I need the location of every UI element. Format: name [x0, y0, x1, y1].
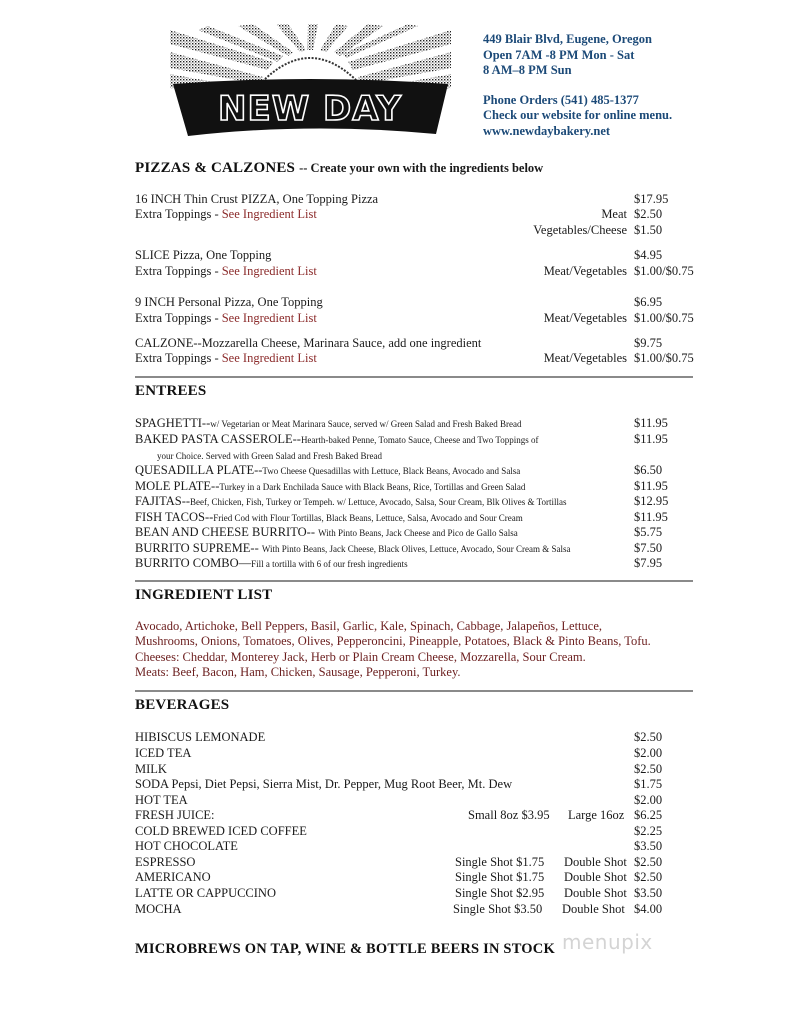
beverage-price: $3.50 [634, 886, 663, 900]
beverage-name: ICED TEA [135, 746, 192, 760]
beverage-name: HOT TEA [135, 793, 188, 807]
entree-name: FISH TACOS-- [135, 510, 214, 524]
entree-name: BEAN AND CHEESE BURRITO-- [135, 525, 319, 539]
entree-name: BURRITO COMBO— [135, 556, 252, 570]
entree-price: $11.95 [634, 510, 668, 524]
section-subtitle: -- Create your own with the ingredients below [299, 161, 544, 175]
extra-toppings-line [135, 264, 317, 280]
section-divider [135, 690, 693, 692]
menu-item-name: 9 INCH Personal Pizza, One Topping [135, 295, 323, 309]
entree-price: $5.75 [634, 525, 663, 539]
extra-toppings-label: Extra Toppings - [135, 351, 222, 365]
section-title: PIZZAS & CALZONES [135, 160, 296, 176]
see-ingredient-list-link[interactable]: See Ingredient List [221, 207, 317, 221]
extra-toppings-line [135, 311, 317, 327]
hours-weekday: Open 7AM -8 PM Mon - Sat [483, 47, 635, 62]
option-label: Meat [601, 207, 627, 221]
entree-desc: Hearth-baked Penne, Tomato Sauce, Cheese and Two Toppings of [300, 435, 539, 445]
entree-name: BAKED PASTA CASSEROLE-- [135, 432, 301, 446]
menu-item-price: $17.95 [634, 192, 669, 206]
see-ingredient-list-link[interactable]: See Ingredient List [221, 311, 317, 325]
entree-name: FAJITAS-- [135, 494, 191, 508]
beverage-small-option: Small 8oz $3.95 [468, 808, 550, 822]
ingredient-line-cheeses: Cheeses: Cheddar, Monterey Jack, Herb or Plain Cream Cheese, Mozzarella, Sour Cream. [135, 650, 586, 664]
beverage-name: AMERICANO [135, 870, 211, 884]
entree-desc: Fill a tortilla with 6 of our fresh ingredients [251, 559, 408, 569]
entree-name: MOLE PLATE-- [135, 479, 220, 493]
entree-name: BURRITO SUPREME-- [135, 541, 262, 555]
beverage-name: HOT CHOCOLATE [135, 839, 238, 853]
entree-price: $11.95 [634, 479, 668, 493]
option-label: Meat/Vegetables [543, 264, 627, 278]
beverage-price: $1.75 [634, 777, 663, 791]
pizzas-section-heading [135, 159, 543, 177]
option-label: Meat/Vegetables [543, 311, 627, 325]
beverage-price: $2.50 [634, 855, 663, 869]
beverage-price: $2.25 [634, 824, 663, 838]
microbrews-note: MICROBREWS ON TAP, WINE & BOTTLE BEERS IN STOCK [135, 941, 555, 957]
entree-item [135, 432, 539, 449]
extra-toppings-label: Extra Toppings - [135, 264, 222, 278]
entree-desc-continued: your Choice. Served with Green Salad and Fresh Baked Bread [157, 451, 382, 461]
beverage-large-option: Double Shot [564, 886, 627, 900]
entree-item [135, 494, 566, 511]
entree-price: $11.95 [634, 416, 668, 430]
entree-desc: Beef, Chicken, Fish, Turkey or Tempeh. w/ Lettuce, Avocado, Salsa, Sour Cream, Blk Olives & Tortillas [190, 497, 567, 507]
beverage-name: MOCHA [135, 902, 182, 916]
beverage-name: ESPRESSO [135, 855, 196, 869]
option-label: Meat/Vegetables [543, 351, 627, 365]
extra-toppings-label: Extra Toppings - [135, 207, 222, 221]
menu-item-price: $4.95 [634, 248, 663, 262]
entree-price: $7.95 [634, 556, 663, 570]
entree-desc: w/ Vegetarian or Meat Marinara Sauce, served w/ Green Salad and Fresh Baked Bread [210, 419, 522, 429]
beverage-price: $4.00 [634, 902, 663, 916]
contact-info [483, 32, 672, 139]
sunrise-logo-icon [168, 22, 453, 142]
option-price: $1.00/$0.75 [634, 311, 694, 325]
beverage-small-option: Single Shot $1.75 [455, 870, 545, 884]
website-note: Check our website for online menu. [483, 108, 673, 122]
hours-sunday: 8 AM–8 PM Sun [483, 63, 572, 77]
entree-item [135, 525, 518, 542]
website-link[interactable]: www.newdaybakery.net [483, 123, 611, 138]
beverage-name: HIBISCUS LEMONADE [135, 730, 266, 744]
beverage-large-option: Large 16oz [568, 808, 625, 822]
beverage-price: $2.50 [634, 730, 663, 744]
menu-item-name: 16 INCH Thin Crust PIZZA, One Topping Pizza [135, 192, 379, 206]
extra-toppings-line [135, 351, 317, 367]
beverage-small-option: Single Shot $2.95 [455, 886, 545, 900]
extra-toppings-line [135, 207, 317, 223]
entree-price: $7.50 [634, 541, 663, 555]
entree-desc: Two Cheese Quesadillas with Lettuce, Black Beans, Avocado and Salsa [262, 466, 521, 476]
beverage-name: FRESH JUICE: [135, 808, 215, 822]
entree-item [135, 416, 521, 433]
entree-item [135, 556, 408, 573]
entree-price: $12.95 [634, 494, 669, 508]
see-ingredient-list-link[interactable]: See Ingredient List [221, 351, 317, 365]
beverage-large-option: Double Shot [562, 902, 625, 916]
svg-text:NEW DAY: NEW DAY [218, 89, 402, 129]
section-divider [135, 580, 693, 582]
extra-toppings-label: Extra Toppings - [135, 311, 222, 325]
entree-desc: With Pinto Beans, Jack Cheese and Pico de Gallo Salsa [318, 528, 518, 538]
option-label: Vegetables/Cheese [533, 223, 627, 237]
menu-item-price: $9.75 [634, 336, 663, 350]
ingredient-line-vegetables: Avocado, Artichoke, Bell Peppers, Basil, Garlic, Kale, Spinach, Cabbage, Jalapeños, Lettuce, [135, 619, 602, 633]
beverages-section-title: BEVERAGES [135, 697, 230, 713]
beverage-price: $2.00 [634, 746, 663, 760]
beverage-small-option: Single Shot $1.75 [455, 855, 545, 869]
entree-price: $6.50 [634, 463, 663, 477]
ingredient-line-meats: Meats: Beef, Bacon, Ham, Chicken, Sausage, Pepperoni, Turkey. [135, 665, 461, 679]
option-price: $1.50 [634, 223, 663, 237]
entree-desc: Turkey in a Dark Enchilada Sauce with Black Beans, Rice, Tortillas and Green Salad [219, 482, 526, 492]
option-price: $1.00/$0.75 [634, 351, 694, 365]
option-price: $2.50 [634, 207, 663, 221]
beverage-large-option: Double Shot [564, 870, 627, 884]
see-ingredient-list-link[interactable]: See Ingredient List [221, 264, 317, 278]
beverage-large-option: Double Shot [564, 855, 627, 869]
menu-item-name: CALZONE--Mozzarella Cheese, Marinara Sauce, add one ingredient [135, 336, 482, 350]
beverage-price: $2.00 [634, 793, 663, 807]
entree-price: $11.95 [634, 432, 668, 446]
menu-item-price: $6.95 [634, 295, 663, 309]
entree-name: SPAGHETTI-- [135, 416, 211, 430]
entree-item [135, 463, 520, 480]
option-price: $1.00/$0.75 [634, 264, 694, 278]
beverage-price: $6.25 [634, 808, 663, 822]
beverage-name: SODA Pepsi, Diet Pepsi, Sierra Mist, Dr. Pepper, Mug Root Beer, Mt. Dew [135, 777, 513, 791]
menupix-watermark: menupix [562, 930, 653, 954]
beverage-name: COLD BREWED ICED COFFEE [135, 824, 307, 838]
menu-item-name: SLICE Pizza, One Topping [135, 248, 272, 262]
beverage-name: MILK [135, 762, 167, 776]
beverage-small-option: Single Shot $3.50 [453, 902, 543, 916]
entree-desc: With Pinto Beans, Jack Cheese, Black Olives, Lettuce, Avocado, Sour Cream & Salsa [261, 544, 571, 554]
beverage-name: LATTE OR CAPPUCCINO [135, 886, 276, 900]
ingredient-line-vegetables-2: Mushrooms, Onions, Tomatoes, Olives, Pepperoncini, Pineapple, Potatoes, Black & Pinto Beans, Tofu. [135, 634, 651, 648]
address: 449 Blair Blvd, Eugene, Oregon [483, 32, 653, 46]
phone-orders: Phone Orders (541) 485-1377 [483, 92, 639, 107]
section-divider [135, 376, 693, 378]
entree-name: QUESADILLA PLATE-- [135, 463, 263, 477]
beverage-price: $3.50 [634, 839, 663, 853]
beverage-price: $2.50 [634, 870, 663, 884]
new-day-logo [168, 22, 453, 142]
ingredient-list-title: INGREDIENT LIST [135, 587, 273, 603]
beverage-price: $2.50 [634, 762, 663, 776]
entree-desc: Fried Cod with Flour Tortillas, Black Beans, Lettuce, Salsa, Avocado and Sour Cream [213, 513, 523, 523]
entrees-section-title: ENTREES [135, 383, 207, 399]
